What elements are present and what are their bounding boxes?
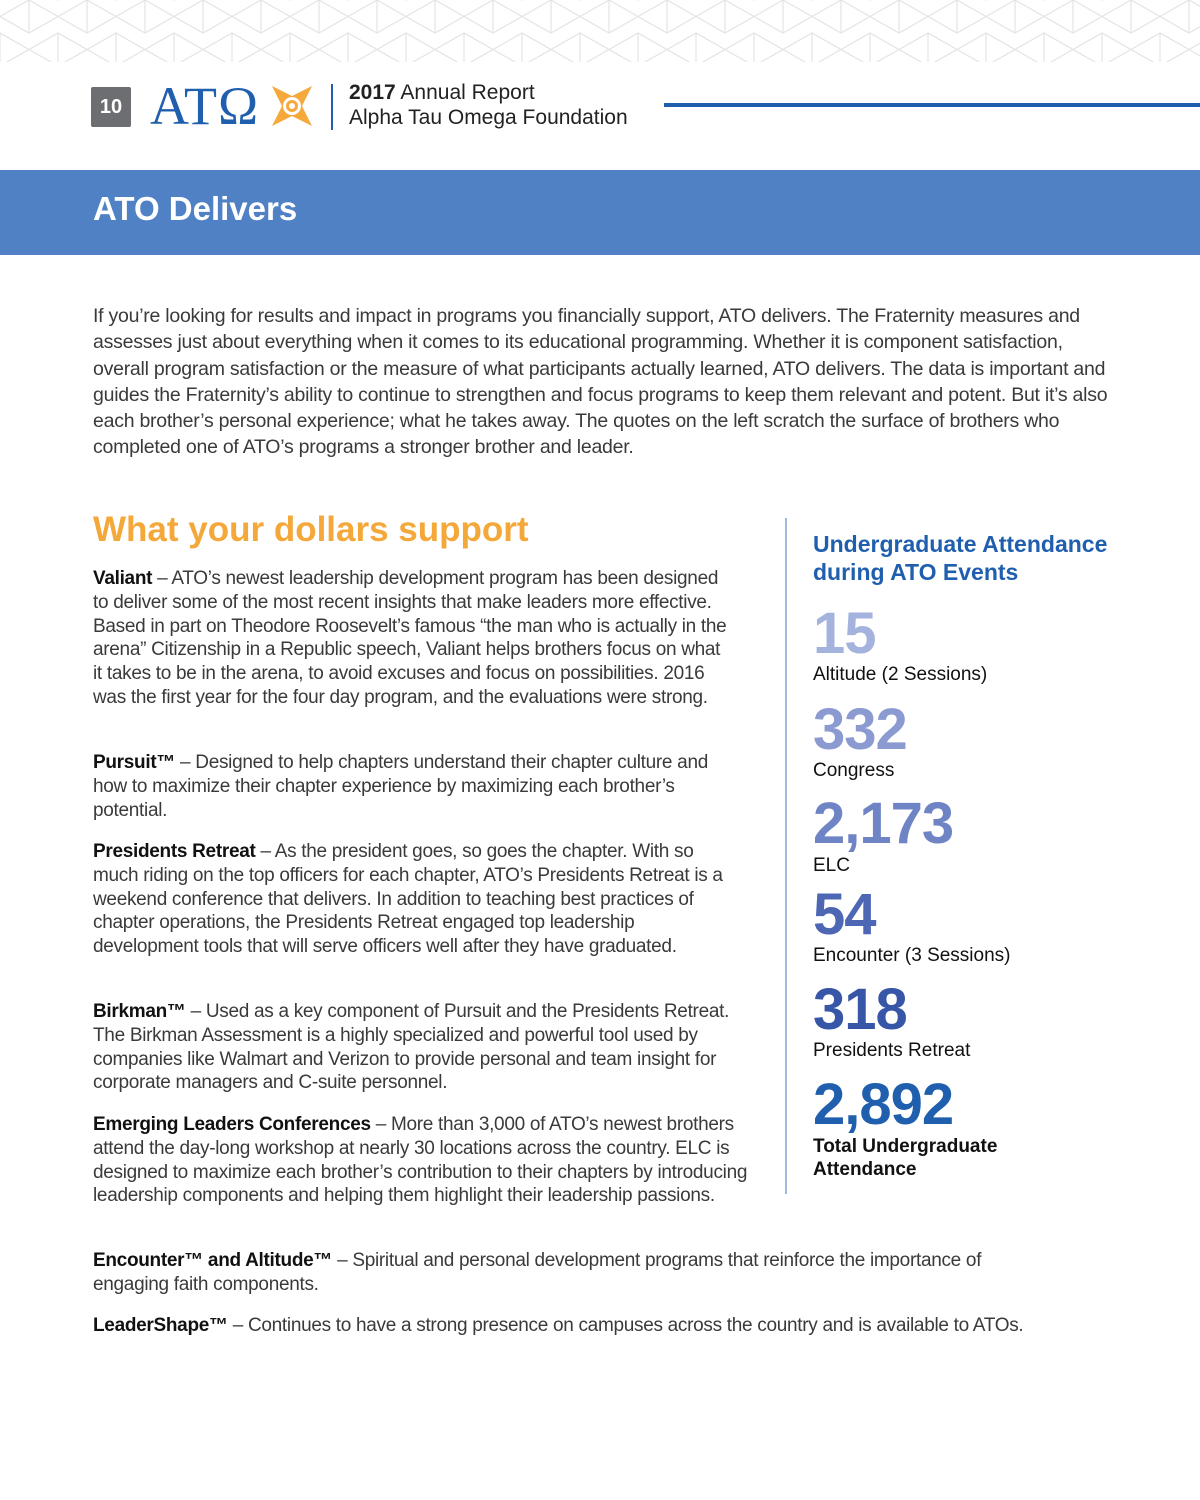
stat-label-total: Total Undergraduate Attendance: [813, 1136, 998, 1180]
program-name: Encounter™ and Altitude™: [93, 1250, 333, 1271]
program-encounter-altitude: [93, 1249, 1023, 1297]
program-elc: [93, 1113, 773, 1208]
ato-logo-text: ATΩ: [150, 76, 260, 136]
banner-title: ATO Delivers: [93, 190, 298, 227]
page-number: 10: [91, 87, 131, 127]
program-description: – ATO’s newest leadership development program has been designed to deliver some of the most recent insights that make leaders more effective. Based in part on Theodore Roosevelt’s famous “the man who is actually in the arena” Citizenship in a Republic speech, Valiant helps brothers focus on what it takes to be in the arena, to avoid excuses and focus on possibilities. 2016 was the first year for the four day program, and the evaluations were strong.: [93, 568, 727, 708]
intro-paragraph: If you’re looking for results and impact in programs you financially support, ATO delivers. The Fraternity measures and assesses just about everything when it comes to its educational programming. Whether it is component satisfaction, overall program satisfaction or the measure of what participants actually learned, ATO delivers. The data is important and guides the Fraternity’s ability to continue to strengthen and focus programs to keep them relevant and potent. But it’s also each brother’s personal experience; what he takes away. The quotes on the left scratch the surface of brothers who completed one of ATO’s programs a stronger brother and leader.: [93, 305, 1108, 459]
report-year: 2017: [349, 81, 396, 104]
stat-value-presidents-retreat: 318: [813, 977, 907, 1042]
stat-value-congress: 332: [813, 697, 907, 762]
stat-label-presidents-retreat: Presidents Retreat: [813, 1040, 971, 1061]
stat-label-altitude: Altitude (2 Sessions): [813, 664, 988, 685]
stat-value-elc: 2,173: [813, 791, 954, 856]
organization-name: Alpha Tau Omega Foundation: [349, 106, 628, 129]
header-rule: [664, 103, 1200, 107]
header-divider: [331, 84, 333, 130]
stat-label-elc: ELC: [813, 855, 850, 876]
program-pursuit: [93, 751, 733, 822]
header-pattern: [0, 0, 1200, 62]
program-name: Valiant: [93, 568, 153, 589]
program-name: Presidents Retreat: [93, 841, 256, 862]
report-title-text: Annual Report: [395, 81, 535, 104]
program-birkman: [93, 1000, 733, 1095]
stat-value-altitude: 15: [813, 601, 876, 666]
program-presidents-retreat: [93, 840, 733, 959]
stats-title: Undergraduate Attendance during ATO Events: [813, 531, 1108, 585]
stat-value-encounter: 54: [813, 882, 876, 947]
program-leadershape: [93, 1314, 1123, 1338]
program-description: – Spiritual and personal development programs that reinforce the importance of engaging faith components.: [93, 1250, 982, 1295]
stat-label-congress: Congress: [813, 760, 895, 781]
program-description: – Used as a key component of Pursuit and the Presidents Retreat. The Birkman Assessment is a highly specialized and powerful tool used by companies like Walmart and Verizon to provide personal and team insight for corporate managers and C-suite personnel.: [93, 1001, 730, 1094]
program-description: – As the president goes, so goes the chapter. With so much riding on the top officers for each chapter, ATO’s Presidents Retreat is a weekend conference that delivers. In addition to teaching best practices of chapter operations, the Presidents Retreat engaged top leadership development tools that will serve officers well after they have graduated.: [93, 841, 723, 958]
program-valiant: [93, 567, 733, 710]
program-name: Birkman™: [93, 1001, 186, 1022]
section-title: What your dollars support: [93, 510, 529, 549]
program-description: – More than 3,000 of ATO’s newest brothers attend the day-long workshop at nearly 30 locations across the country. ELC is designed to maximize each brother’s contribution to their chapters by introducing leadership components and helping them highlight their leadership passions.: [93, 1114, 748, 1207]
maltese-cross-logo-icon: [268, 82, 316, 130]
column-divider: [785, 518, 787, 1194]
program-description: – Designed to help chapters understand their chapter culture and how to maximize their chapter experience by maximizing each brother’s potential.: [93, 752, 708, 821]
stat-label-encounter: Encounter (3 Sessions): [813, 945, 1011, 966]
program-name: Emerging Leaders Conferences: [93, 1114, 371, 1135]
program-description: – Continues to have a strong presence on campuses across the country and is available to ATOs.: [227, 1315, 1024, 1336]
stat-value-total: 2,892: [813, 1072, 954, 1137]
program-name: LeaderShape™: [93, 1315, 228, 1336]
report-title: [349, 81, 535, 105]
program-name: Pursuit™: [93, 752, 176, 773]
